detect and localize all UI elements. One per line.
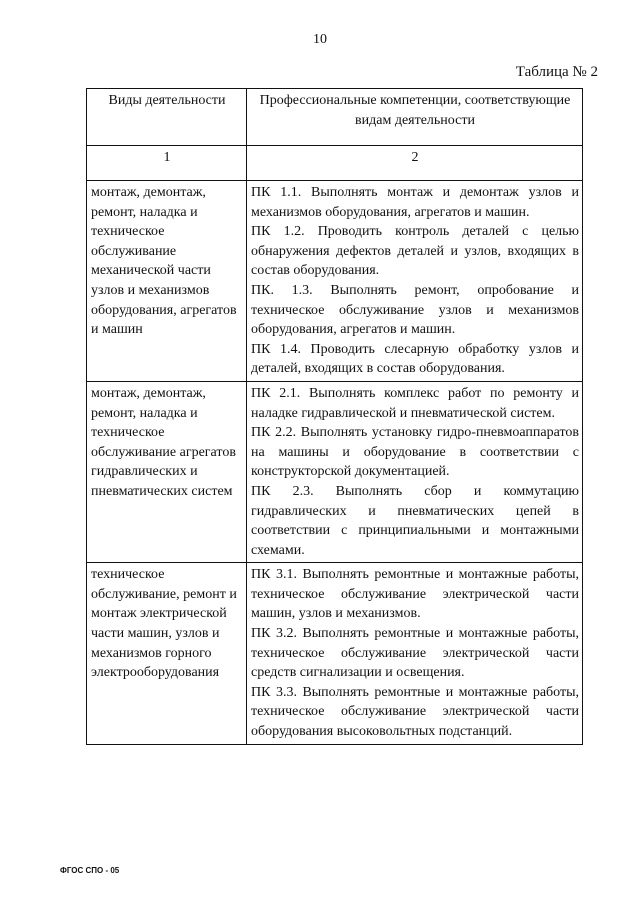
competence-item: ПК 1.1. Выполнять монтаж и демонтаж узлов и механизмов оборудования, агрегатов и машин.: [251, 185, 579, 220]
competences-cell: [247, 181, 583, 382]
competence-item: ПК 2.1. Выполнять комплекс работ по ремонту и наладке гидравлической и пневматической систем.: [251, 385, 579, 421]
competence-item: ПК 3.3. Выполнять ремонтные и монтажные работы, техническое обслуживание электрической части оборудования высоковольтных подстанций.: [251, 684, 579, 740]
table-row: [87, 563, 583, 744]
competences-cell: [247, 381, 583, 562]
table-header-row: [87, 89, 583, 146]
column-number-1: 1: [87, 146, 247, 181]
activity-kind-cell: монтаж, демонтаж, ремонт, наладка и техническое обслуживание механической части узлов и механизмов оборудования, агрегатов и машин: [87, 181, 247, 382]
competence-item: ПК. 1.3. Выполнять ремонт, опробование и техническое обслуживание узлов и механизмов оборудования, агрегатов и машин.: [251, 282, 579, 338]
table-row: [87, 181, 583, 382]
competence-item: ПК 3.2. Выполнять ремонтные и монтажные работы, техническое обслуживание электрической части средств сигнализации и освещения.: [251, 626, 579, 681]
table-caption: Таблица № 2: [515, 64, 598, 80]
header-competences: Профессиональные компетенции, соответствующие видам деятельности: [247, 89, 583, 146]
activity-kind-cell: техническое обслуживание, ремонт и монтаж электрической части машин, узлов и механизмов горного электрооборудования: [87, 563, 247, 744]
column-number-2: 2: [247, 146, 583, 181]
competence-item: ПК 1.2. Проводить контроль деталей с целью обнаружения дефектов деталей и узлов, входящих в состав оборудования.: [251, 224, 579, 279]
competence-item: ПК 2.3. Выполнять сбор и коммутацию гидравлических и пневматических цепей в соответствии с принципиальными и монтажными схемами.: [251, 483, 579, 558]
column-numbers-row: [87, 146, 583, 181]
competences-cell: [247, 563, 583, 744]
document-footer: ФГОС СПО - 05: [60, 866, 120, 875]
competence-item: ПК 1.4. Проводить слесарную обработку узлов и деталей, входящих в состав оборудования.: [251, 341, 579, 377]
page-number: 10: [313, 32, 327, 47]
competences-table: [86, 88, 583, 745]
header-activity-kinds: Виды деятельности: [87, 89, 247, 146]
competence-item: ПК 2.2. Выполнять установку гидро-пневмоаппаратов на машины и оборудование в соответствии с конструкторской документацией.: [251, 425, 579, 480]
competence-item: ПК 3.1. Выполнять ремонтные и монтажные работы, техническое обслуживание электрической части машин, узлов и механизмов.: [251, 567, 579, 622]
activity-kind-cell: монтаж, демонтаж, ремонт, наладка и техническое обслуживание агрегатов гидравлических и пневматических систем: [87, 381, 247, 562]
table-row: [87, 381, 583, 562]
